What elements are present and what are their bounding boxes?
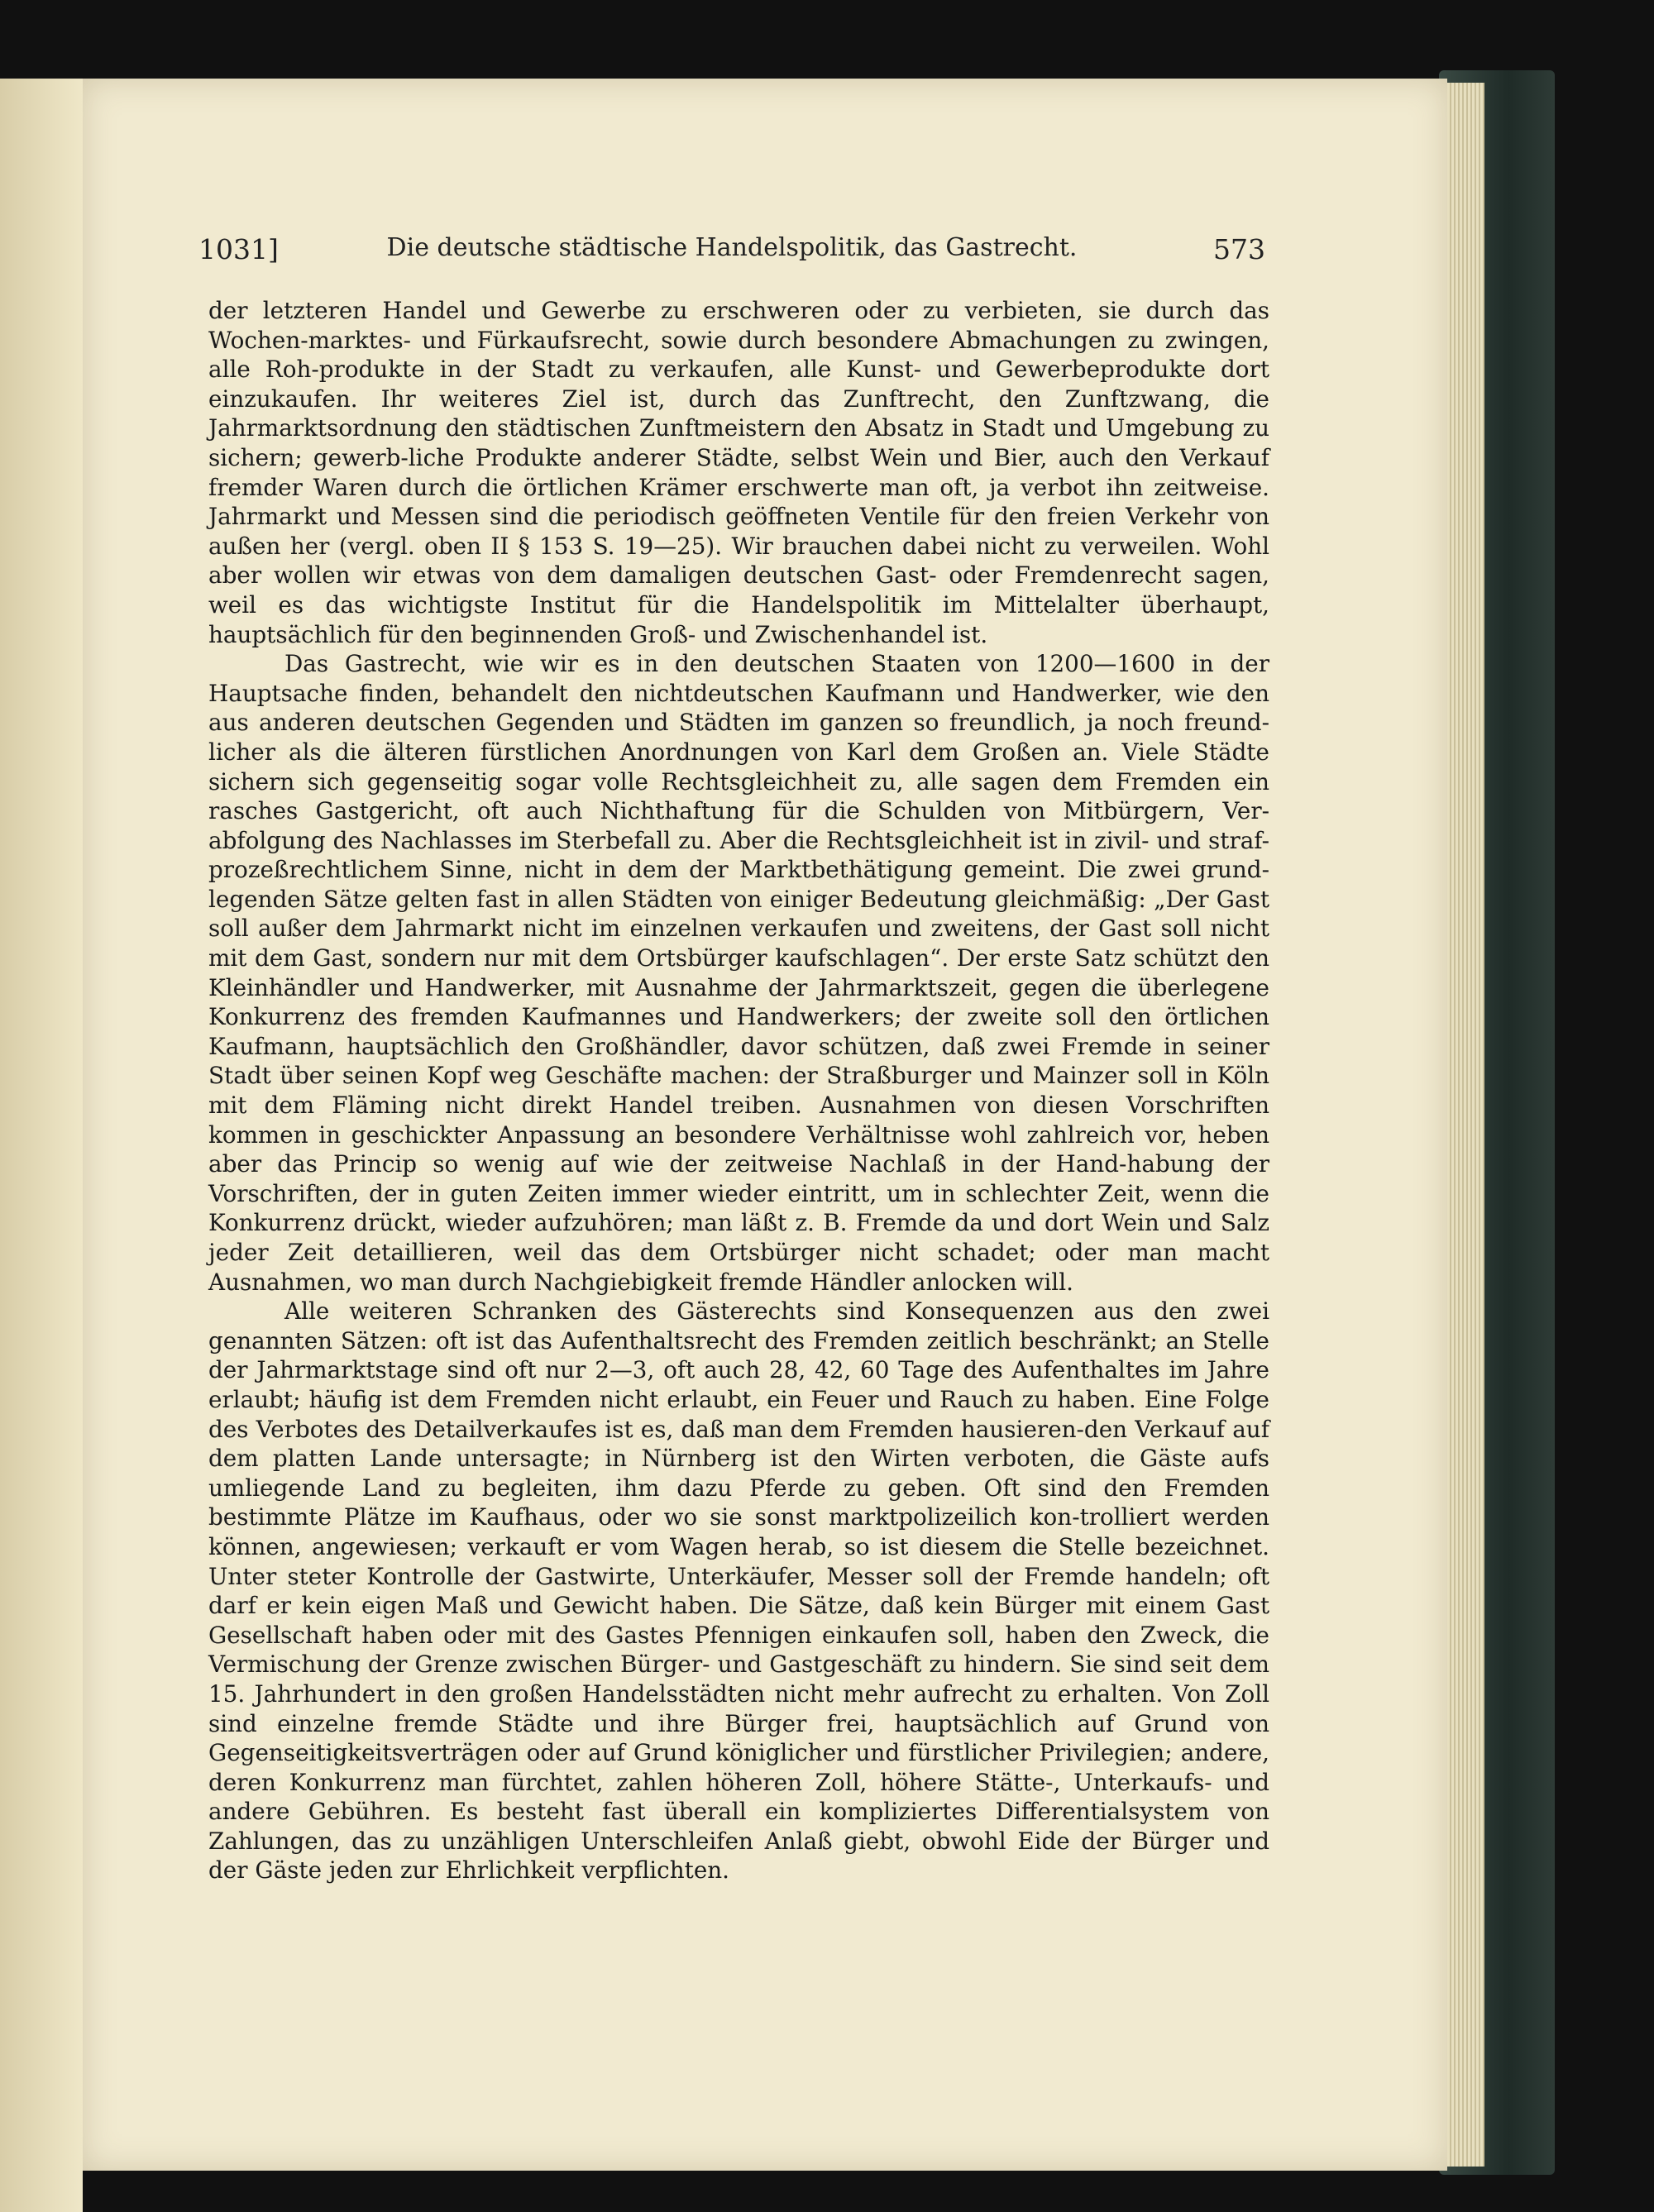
paragraph: Das Gastrecht, wie wir es in den deutschen Staaten von 1200—1600 in der Hauptsache finden, behandelt den nichtdeutschen Kaufmann und Handwerker, wie den aus anderen deutschen Gegenden und Städten im ganzen so freundlich, ja noch freund-licher als die älteren fürstlichen Anordnungen von Karl dem Großen an. Viele Städte sichern sich gegenseitig sogar volle Rechtsgleichheit zu, alle sagen dem Fremden ein rasches Gastgericht, oft auch Nichthaftung für die Schulden von Mitbürgern, Ver-abfolgung des Nachlasses im Sterbefall zu. Aber die Rechtsgleichheit ist in zivil- und straf-prozeßrechtlichem Sinne, nicht in dem der Marktbethätigung gemeint. Die zwei grund-legenden Sätze gelten fast in allen Städten von einiger Bedeutung gleichmäßig: „Der Gast soll außer dem Jahrmarkt nicht im einzelnen verkaufen und zweitens, der Gast soll nicht mit dem Gast, sondern nur mit dem Ortsbürger kaufschlagen“. Der erste Satz schützt den Kleinhändler und Handwerker, mit Ausnahme der Jahrmarktszeit, gegen die überlegene Konkurrenz des fremden Kaufmannes und Handwerkers; der zweite soll den örtlichen Kaufmann, hauptsächlich den Großhändler, davor schützen, daß zwei Fremde in seiner Stadt über seinen Kopf weg Geschäfte machen: der Straßburger und Mainzer soll in Köln mit dem Fläming nicht direkt Handel treiben. Ausnahmen von diesen Vorschriften kommen in geschickter Anpassung an besondere Verhältnisse wohl zahlreich vor, heben aber das Princip so wenig auf wie der zeitweise Nachlaß in der Hand-habung der Vorschriften, der in guten Zeiten immer wieder eintritt, um in schlechter Zeit, wenn die Konkurrenz drückt, wieder aufzuhören; man läßt z. B. Fremde da und dort Wein und Salz jeder Zeit detaillieren, weil das dem Ortsbürger nicht schadet; oder man macht Ausnahmen, wo man durch Nachgiebigkeit fremde Händler anlocken will. <box>208 650 1269 1296</box>
running-header <box>198 233 1265 275</box>
adjacent-page-edge <box>0 79 83 2212</box>
page-number: 573 <box>1213 233 1265 265</box>
running-title: Die deutsche städtische Handelspolitik, das Gastrecht. <box>386 233 1078 262</box>
paragraph: der letzteren Handel und Gewerbe zu erschweren oder zu verbieten, sie durch das Wochen-marktes- und Fürkaufsrecht, sowie durch besondere Abmachungen zu zwingen, alle Roh-produkte in der Stadt zu verkaufen, alle Kunst- und Gewerbeprodukte dort einzukaufen. Ihr weiteres Ziel ist, durch das Zunftrecht, den Zunftzwang, die Jahrmarktsordnung den städtischen Zunftmeistern den Absatz in Stadt und Umgebung zu sichern; gewerb-liche Produkte anderer Städte, selbst Wein und Bier, auch den Verkauf fremder Waren durch die örtlichen Krämer erschwerte man oft, ja verbot ihn zeitweise. Jahrmarkt und Messen sind die periodisch geöffneten Ventile für den freien Verkehr von außen her (vergl. oben II § 153 S. 19—25). Wir brauchen dabei nicht zu verweilen. Wohl aber wollen wir etwas von dem damaligen deutschen Gast- oder Fremdenrecht sagen, weil es das wichtigste Institut für die Handelspolitik im Mittelalter überhaupt, hauptsächlich für den beginnenden Groß- und Zwischenhandel ist. <box>208 297 1269 648</box>
section-reference: 1031] <box>198 233 279 265</box>
body-text <box>208 296 1269 1885</box>
paragraph: Alle weiteren Schranken des Gästerechts sind Konsequenzen aus den zwei genannten Sätzen: oft ist das Aufenthaltsrecht des Fremden zeitlich beschränkt; an Stelle der Jahrmarktstage sind oft nur 2—3, oft auch 28, 42, 60 Tage des Aufenthaltes im Jahre erlaubt; häufig ist dem Fremden nicht erlaubt, ein Feuer und Rauch zu haben. Eine Folge des Verbotes des Detailverkaufes ist es, daß man dem Fremden hausieren-den Verkauf auf dem platten Lande untersagte; in Nürnberg ist den Wirten verboten, die Gäste aufs umliegende Land zu begleiten, ihm dazu Pferde zu geben. Oft sind den Fremden bestimmte Plätze im Kaufhaus, oder wo sie sonst marktpolizeilich kon-trolliert werden können, angewiesen; verkauft er vom Wagen herab, so ist diesem die Stelle bezeichnet. Unter steter Kontrolle der Gastwirte, Unterkäufer, Messer soll der Fremde handeln; oft darf er kein eigen Maß und Gewicht haben. Die Sätze, daß kein Bürger mit einem Gast Gesellschaft haben oder mit des Gastes Pfennigen einkaufen soll, haben den Zweck, die Vermischung der Grenze zwischen Bürger- und Gastgeschäft zu hindern. Sie sind seit dem 15. Jahrhundert in den großen Handelsstädten nicht mehr aufrecht zu erhalten. Von Zoll sind einzelne fremde Städte und ihre Bürger frei, hauptsächlich auf Grund von Gegenseitigkeitsverträgen oder auf Grund königlicher und fürstlicher Privilegien; andere, deren Konkurrenz man fürchtet, zahlen höheren Zoll, höhere Stätte-, Unterkaufs- und andere Gebühren. Es besteht fast überall ein kompliziertes Differentialsystem von Zahlungen, das zu unzähligen Unterschleifen Anlaß giebt, obwohl Eide der Bürger und der Gäste jeden zur Ehrlichkeit verpflichten. <box>208 1297 1269 1885</box>
